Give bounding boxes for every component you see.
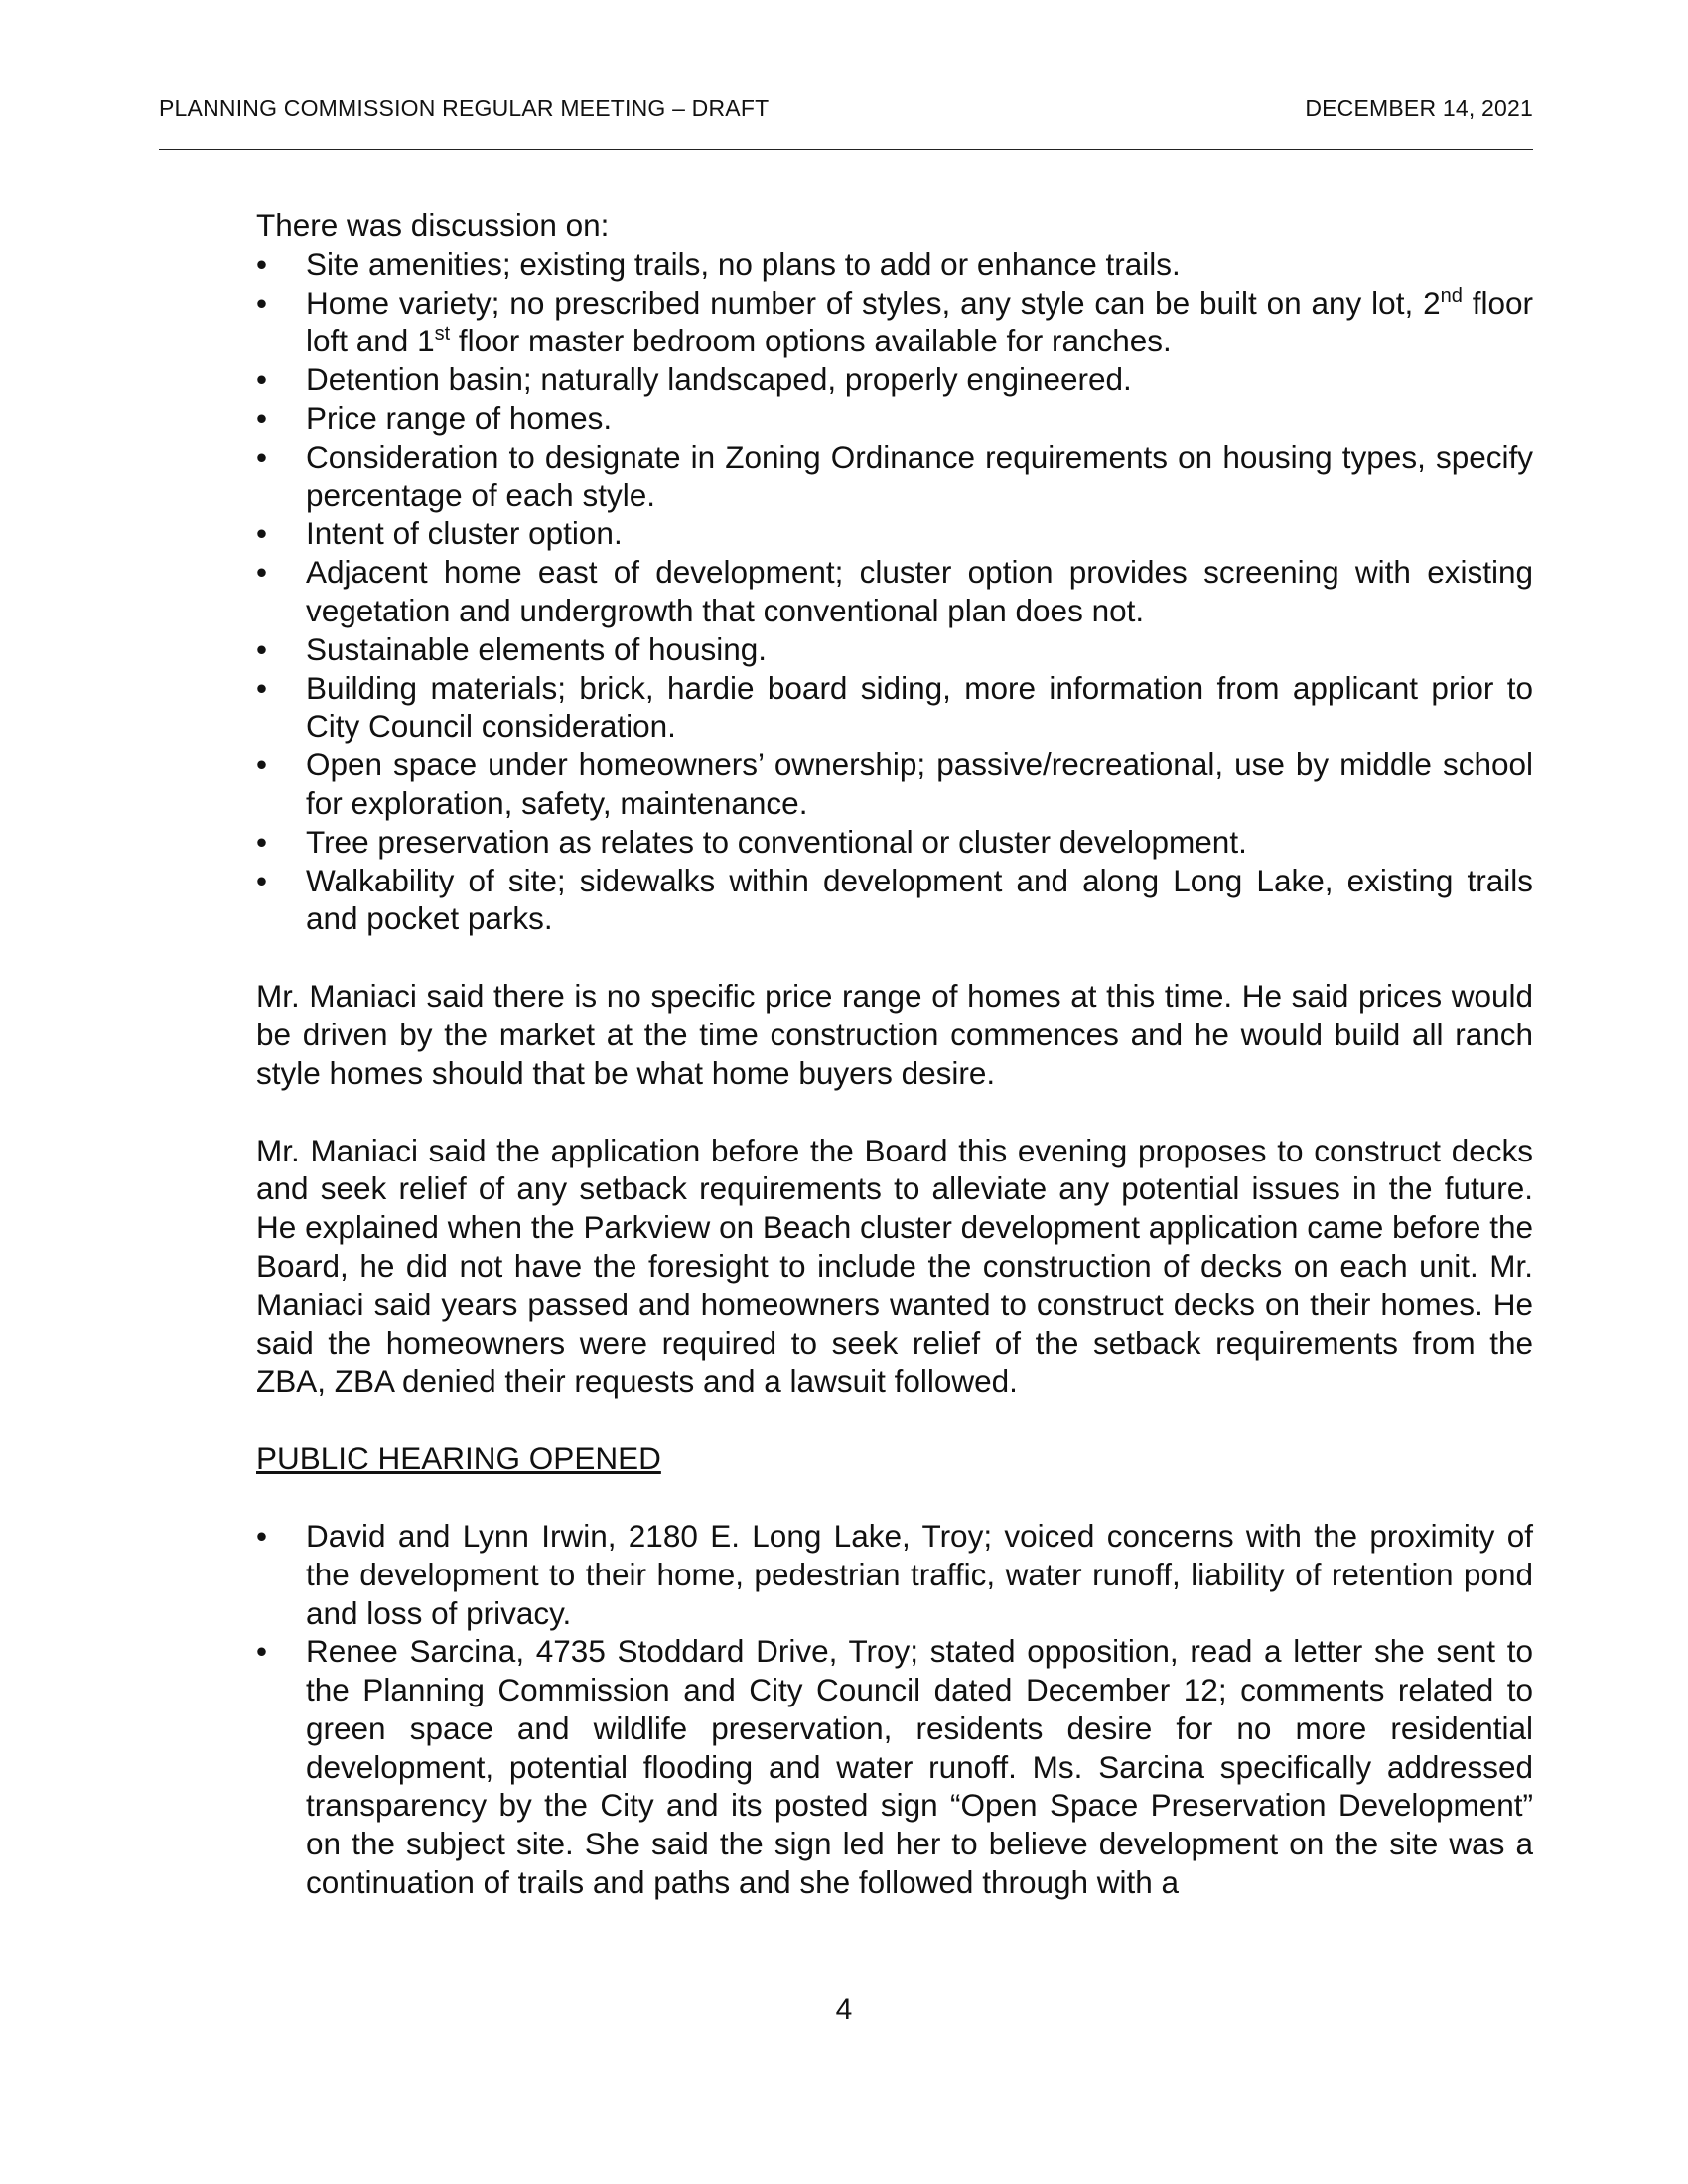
bullet-icon: •	[256, 862, 268, 898]
header-date: DECEMBER 14, 2021	[1305, 95, 1533, 121]
list-item-text: Price range of homes.	[306, 399, 613, 436]
list-item	[256, 245, 1533, 284]
home-variety-text-3: floor master bedroom options available for ranches.	[450, 323, 1172, 359]
list-item	[256, 360, 1533, 399]
home-variety-text-1: Home variety; no prescribed number of styles, any style can be built on any lot, 2	[306, 284, 1441, 321]
list-item	[256, 1632, 1533, 1902]
list-item	[256, 514, 1533, 553]
bullet-icon: •	[256, 399, 268, 436]
list-item	[256, 630, 1533, 669]
list-item	[256, 284, 1533, 361]
discussion-list	[256, 245, 1533, 938]
bullet-icon: •	[256, 361, 268, 398]
header-title: PLANNING COMMISSION REGULAR MEETING – DRAFT	[159, 95, 770, 121]
discussion-intro: There was discussion on:	[256, 207, 610, 243]
list-item	[256, 746, 1533, 823]
list-item	[256, 1517, 1533, 1632]
home-variety-text-2: floor loft and 1	[306, 284, 1533, 359]
bullet-icon: •	[256, 823, 268, 860]
list-item-text: Building materials; brick, hardie board siding, more information from applicant prior to City Council consideration.	[306, 669, 1533, 745]
bullet-icon: •	[256, 1633, 268, 1670]
list-item-text: Tree preservation as relates to conventional or cluster development.	[306, 823, 1247, 860]
list-item-text: David and Lynn Irwin, 2180 E. Long Lake, Troy; voiced concerns with the proximity of the development to their home, pedestrian traffic, water runoff, liability of retention pond and loss of privacy.	[306, 1517, 1533, 1631]
bullet-icon: •	[256, 747, 268, 783]
list-item	[256, 438, 1533, 515]
document-body	[256, 206, 1533, 1902]
bullet-icon: •	[256, 284, 268, 321]
bullet-icon: •	[256, 515, 268, 552]
list-item-text: Consideration to designate in Zoning Ordinance requirements on housing types, specify percentage of each style.	[306, 438, 1533, 513]
list-item	[256, 669, 1533, 747]
ordinal-suffix: nd	[1440, 284, 1463, 307]
page-number: 4	[835, 1993, 853, 2026]
list-item-text: Open space under homeowners’ ownership; passive/recreational, use by middle school for exploration, safety, maintenance.	[306, 747, 1533, 821]
list-item-text: Sustainable elements of housing.	[306, 630, 768, 667]
bullet-icon: •	[256, 554, 268, 591]
list-item-text	[306, 285, 1533, 359]
bullet-icon: •	[256, 669, 268, 706]
list-item-text: Site amenities; existing trails, no plans to add or enhance trails.	[306, 245, 1181, 282]
bullet-icon: •	[256, 438, 268, 475]
list-item-text: Intent of cluster option.	[306, 515, 623, 552]
header-divider	[159, 149, 1533, 150]
list-item-text: Walkability of site; sidewalks within development and along Long Lake, existing trails and pocket parks.	[306, 862, 1533, 937]
list-item-text: Adjacent home east of development; cluster option provides screening with existing vegetation and undergrowth that conventional plan does not.	[306, 554, 1533, 628]
paragraph: Mr. Maniaci said the application before the Board this evening proposes to construct decks and seek relief of any setback requirements to alleviate any potential issues in the future. He explained when the Parkview on Beach cluster development application came before the Board, he did not have the foresight to include the construction of decks on each unit. Mr. Maniaci said years passed and homeowners wanted to construct decks on their homes. He said the homeowners were required to seek relief of the setback requirements from the ZBA, ZBA denied their requests and a lawsuit followed.	[256, 1132, 1533, 1400]
list-item	[256, 823, 1533, 862]
list-item-text: Detention basin; naturally landscaped, properly engineered.	[306, 361, 1132, 398]
paragraph: Mr. Maniaci said there is no specific price range of homes at this time. He said prices would be driven by the market at the time construction commences and he would build all ranch style homes should that be what home buyers desire.	[256, 978, 1533, 1091]
public-hearing-list	[256, 1517, 1533, 1902]
list-item	[256, 399, 1533, 438]
ordinal-suffix: st	[434, 323, 451, 345]
bullet-icon: •	[256, 1517, 268, 1554]
list-item	[256, 862, 1533, 939]
list-item	[256, 553, 1533, 630]
section-heading: PUBLIC HEARING OPENED	[256, 1440, 661, 1477]
bullet-icon: •	[256, 630, 268, 667]
list-item-text: Renee Sarcina, 4735 Stoddard Drive, Troy; stated opposition, read a letter she sent to the Planning Commission and City Council dated December 12; comments related to green space and wildlife preservation, residents desire for no more residential development, potential flooding and water runoff. Ms. Sarcina specifically addressed transparency by the City and its posted sign “Open Space Preservation Development” on the subject site. She said the sign led her to believe development on the site was a continuation of trails and paths and she followed through with a	[306, 1633, 1533, 1901]
bullet-icon: •	[256, 245, 268, 282]
